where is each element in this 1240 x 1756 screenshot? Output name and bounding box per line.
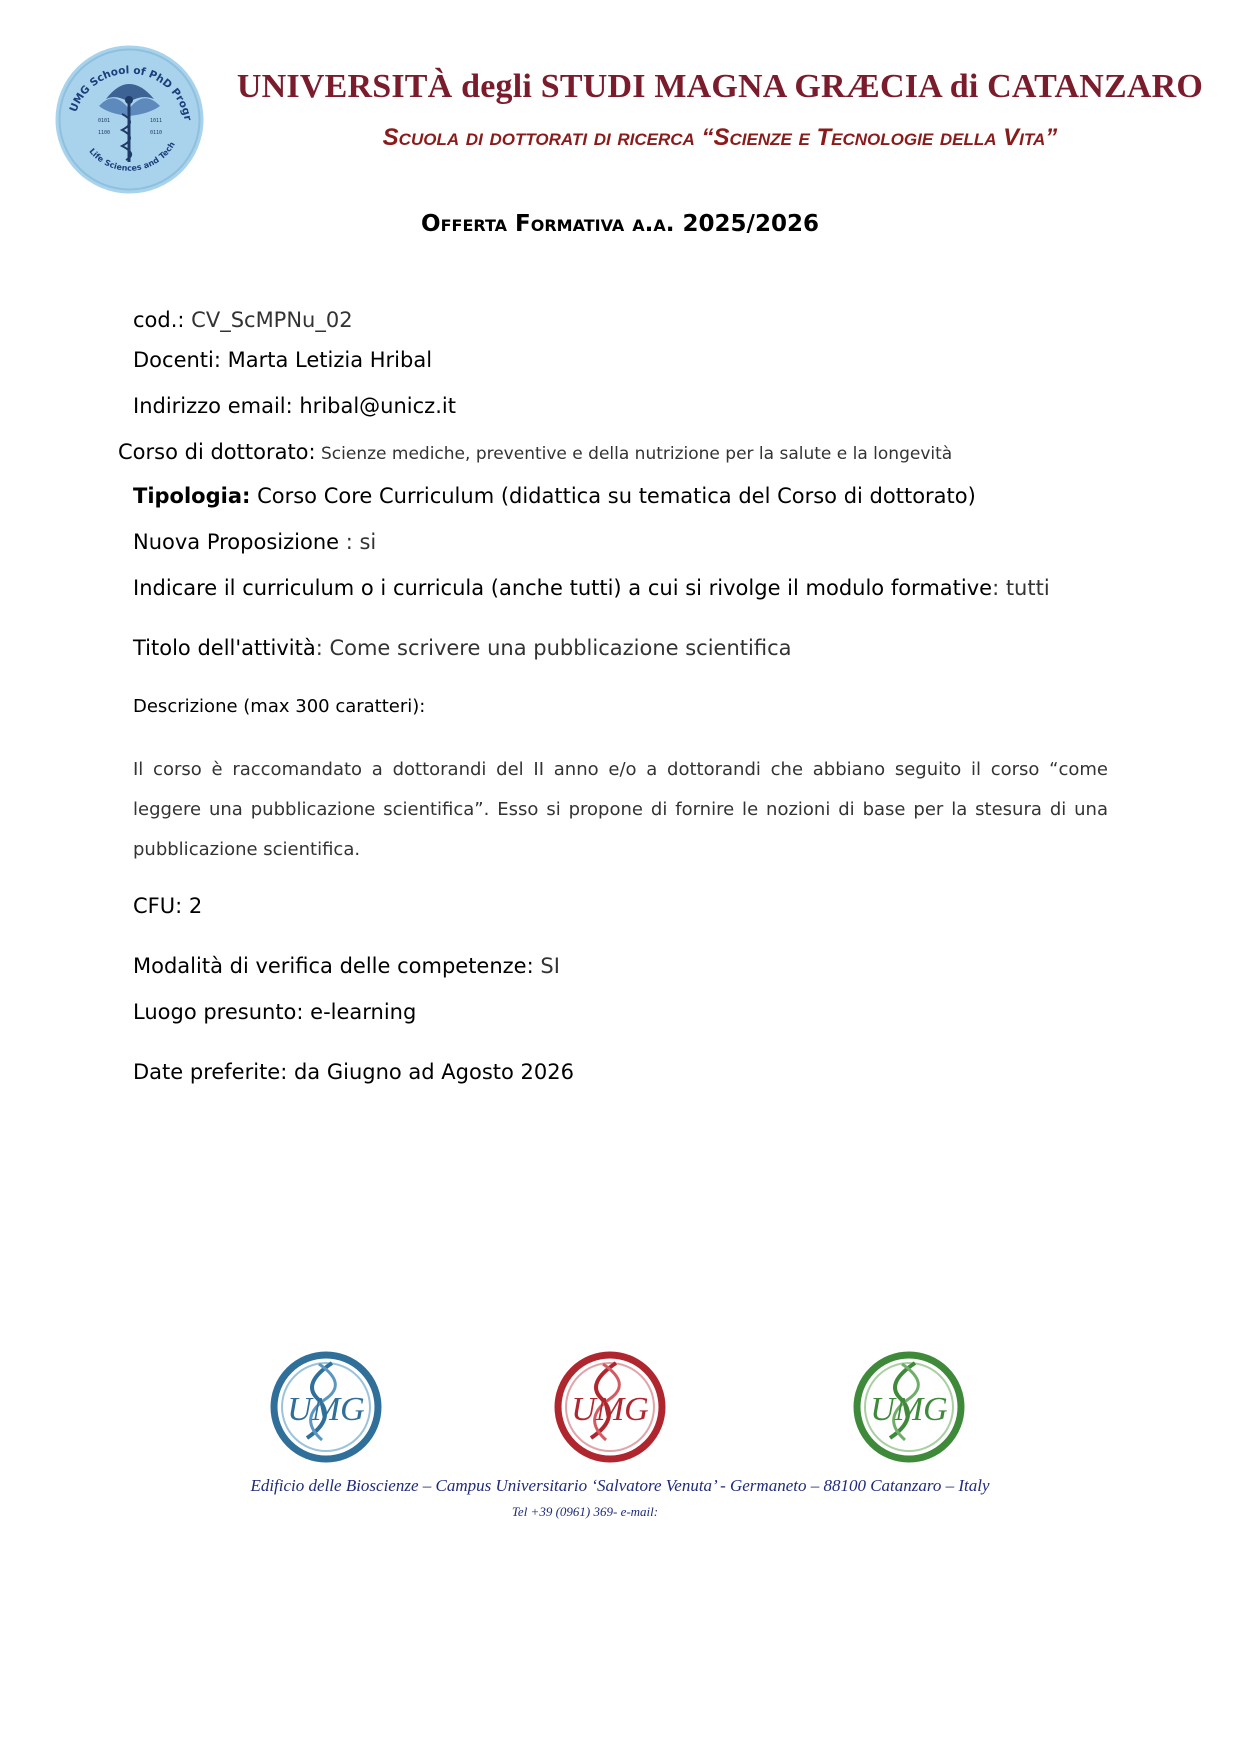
tipologia-value: Corso Core Curriculum (didattica su tematica del Corso di dottorato) [250,484,976,508]
offer-title: Offerta Formativa a.a. 2025/2026 [421,211,819,237]
cfu-line: CFU: 2 [133,894,203,918]
date-line: Date preferite: da Giugno ad Agosto 2026 [133,1060,574,1084]
titolo-label: Titolo dell'attività [133,636,316,660]
modalita-line [133,954,560,979]
descrizione-text: Il corso è raccomandato a dottorandi del II anno e/o a dottorandi che abbiano seguito il corso “come leggere una pubblicazione scientifica”. Esso si propone di fornire le nozioni di base per la stesura di una pubblicazione scientifica. [133,759,1108,860]
svg-text:0110: 0110 [150,130,163,136]
school-title: Scuola di dottorati di ricerca “Scienze e Tecnologie della Vita” [382,124,1058,151]
curricula-line [133,576,1050,601]
modalita-value: SI [533,954,560,978]
titolo-value: : Come scrivere una pubblicazione scientifica [315,636,792,660]
curricula-label: Indicare il curriculum o i curricula (anche tutti) a cui si rivolge il modulo formative [133,576,993,600]
svg-text:1011: 1011 [150,118,163,124]
cod-line [133,308,353,333]
docenti-line: Docenti: Marta Letizia Hribal [133,348,433,372]
cod-value: CV_ScMPNu_02 [184,308,353,332]
tipologia-line [133,484,976,509]
corso-value: Scienze mediche, preventive e della nutrizione per la salute e la longevità [315,444,953,464]
footer-logo-red [551,1348,669,1466]
luogo-line: Luogo presunto: e-learning [133,1000,417,1024]
footer-logo-blue [267,1348,385,1466]
curricula-value: : tutti [992,576,1050,600]
titolo-line [133,636,792,661]
school-logo [54,44,205,195]
svg-text:UMG: UMG [870,1391,948,1428]
university-title: UNIVERSITÀ degli STUDI MAGNA GRÆCIA di CATANZARO [236,68,1204,105]
svg-text:UMG: UMG [571,1391,649,1428]
footer-logo-green [850,1348,968,1466]
svg-text:0101: 0101 [98,118,111,124]
tipologia-label: Tipologia: [133,484,251,508]
footer-tel: Tel +39 (0961) 369- e-mail: [511,1504,659,1519]
svg-text:UMG: UMG [287,1391,365,1428]
corso-label: Corso di dottorato: [118,440,316,464]
nuova-label: Nuova Proposizione [133,530,340,554]
email-line: Indirizzo email: hribal@unicz.it [133,394,456,418]
svg-text:UMG School of PhD Programmes: UMG School of PhD Progr [67,64,194,122]
cod-label: cod.: [133,308,185,332]
footer-address: Edificio delle Bioscienze – Campus Universitario ‘Salvatore Venuta’ - Germaneto – 88100 Catanzaro – Italy [250,1476,990,1495]
descrizione-label: Descrizione (max 300 caratteri): [133,696,426,717]
modalita-label: Modalità di verifica delle competenze: [133,954,534,978]
corso-line [118,440,952,465]
nuova-line [133,530,376,555]
svg-text:Life Sciences and Technologies: Life Sciences and Tech [87,140,177,173]
svg-text:1100: 1100 [98,130,111,136]
nuova-value: : si [339,530,377,554]
